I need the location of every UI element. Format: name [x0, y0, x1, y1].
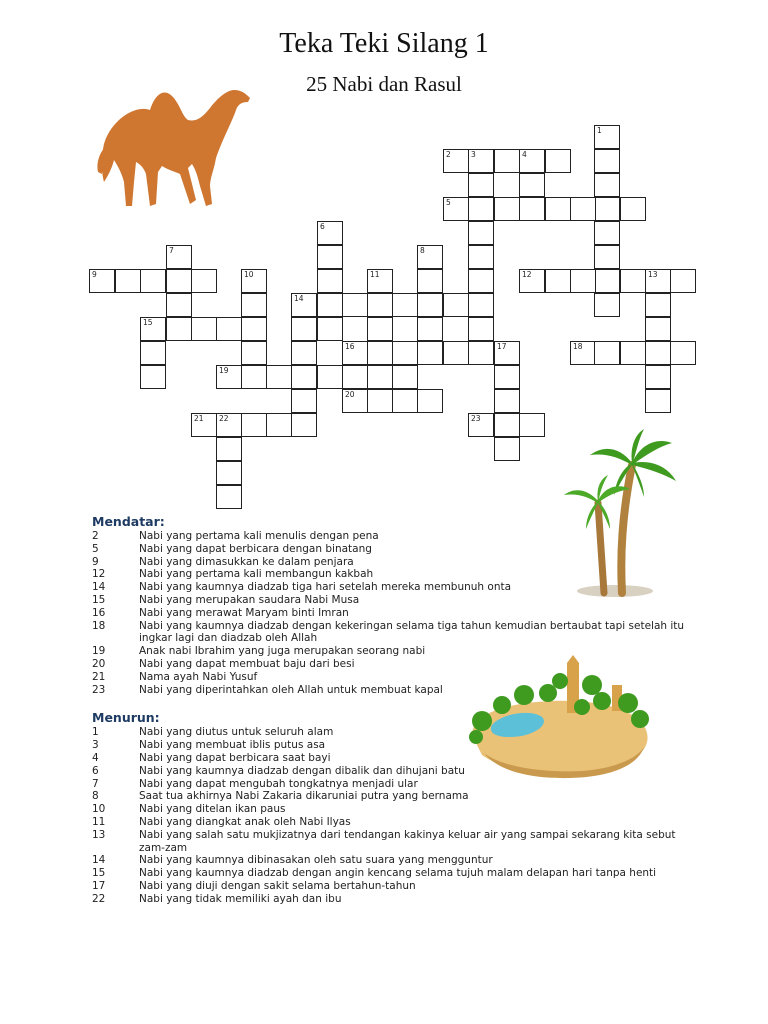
cell-number: 14: [294, 294, 304, 303]
crossword-cell[interactable]: [494, 389, 520, 413]
crossword-cell[interactable]: [392, 389, 418, 413]
cell-number: 18: [573, 342, 583, 351]
crossword-cell[interactable]: [494, 413, 520, 437]
clue-number: 4: [92, 751, 99, 764]
cell-number: 20: [345, 390, 355, 399]
crossword-cell[interactable]: [317, 293, 343, 317]
clue-text: Nabi yang ditelan ikan paus: [139, 803, 286, 816]
clue-number: 15: [92, 867, 106, 880]
crossword-cell[interactable]: [317, 317, 343, 341]
crossword-cell[interactable]: [216, 317, 242, 341]
down-clue: [92, 765, 692, 778]
down-clue: [92, 803, 692, 816]
crossword-cell[interactable]: [594, 173, 620, 197]
across-clue: [92, 568, 692, 581]
crossword-cell[interactable]: [594, 245, 620, 269]
crossword-cell[interactable]: [594, 293, 620, 317]
crossword-cell[interactable]: [494, 149, 520, 173]
clue-text: Nabi yang dapat membuat baju dari besi: [139, 657, 355, 670]
clue-number: 14: [92, 581, 106, 594]
down-clue: [92, 816, 692, 829]
clue-text: Nabi yang pertama kali membangun kakbah: [139, 568, 374, 581]
clue-text: Nabi yang dapat berbicara saat bayi: [139, 751, 331, 764]
cell-number: 12: [522, 270, 532, 279]
down-clue: [92, 739, 692, 752]
crossword-cell[interactable]: [417, 293, 443, 317]
cell-number: 11: [370, 270, 380, 279]
clue-number: 5: [92, 542, 99, 555]
cell-number: 9: [92, 270, 97, 279]
crossword-cell[interactable]: [620, 269, 646, 293]
crossword-cell[interactable]: [468, 221, 494, 245]
cell-number: 13: [648, 270, 658, 279]
across-clue-list: [92, 530, 692, 696]
crossword-cell[interactable]: [191, 269, 217, 293]
crossword-cell[interactable]: [241, 317, 267, 341]
clue-number: 16: [92, 606, 106, 619]
cell-number: 3: [471, 150, 476, 159]
across-clue: [92, 530, 692, 543]
clue-text: Saat tua akhirnya Nabi Zakaria dikaruniai putra yang bernama: [139, 790, 469, 803]
down-clue: [92, 752, 692, 765]
clue-text: Nabi yang dapat mengubah tongkatnya menjadi ular: [139, 777, 418, 790]
crossword-cell[interactable]: [216, 485, 242, 509]
clue-text: Nabi yang diuji dengan sakit selama bertahun-tahun: [139, 879, 416, 892]
crossword-cell[interactable]: [291, 365, 317, 389]
clue-text: Nabi yang pertama kali menulis dengan pena: [139, 530, 379, 542]
across-clue: [92, 556, 692, 569]
across-clue: [92, 684, 692, 697]
clue-number: 14: [92, 854, 106, 867]
crossword-cell[interactable]: [417, 317, 443, 341]
down-clue: [92, 867, 692, 880]
crossword-cell[interactable]: [594, 149, 620, 173]
crossword-cell[interactable]: [594, 197, 620, 221]
clue-number: 18: [92, 619, 106, 632]
crossword-cell[interactable]: [594, 341, 620, 365]
clue-text: Nabi yang kaumnya diadzab dengan kekeringan selama tiga tahun kemudian bertaubat tapi setelah itu ingkar lagi dan diadzab oleh Allah: [139, 619, 685, 645]
across-clue: [92, 658, 692, 671]
crossword-cell[interactable]: [570, 197, 596, 221]
crossword-cell[interactable]: [266, 365, 292, 389]
across-heading: Mendatar:: [92, 514, 165, 529]
crossword-cell[interactable]: [545, 269, 571, 293]
cell-number: 17: [497, 342, 507, 351]
across-clue: [92, 581, 692, 594]
across-clue: [92, 607, 692, 620]
cell-number: 16: [345, 342, 355, 351]
clue-number: 17: [92, 879, 106, 892]
clue-text: Nabi yang diangkat anak oleh Nabi Ilyas: [139, 815, 351, 828]
clue-section: [92, 514, 692, 906]
crossword-cell[interactable]: [468, 197, 494, 221]
crossword-cell[interactable]: [443, 293, 469, 317]
clue-text: Anak nabi Ibrahim yang juga merupakan seorang nabi: [139, 645, 426, 658]
page-title: Teka Teki Silang 1: [279, 28, 489, 59]
crossword-cell[interactable]: [140, 341, 166, 365]
clue-number: 1: [92, 726, 99, 739]
crossword-cell[interactable]: [367, 365, 393, 389]
crossword-cell[interactable]: [317, 365, 343, 389]
cell-number: 6: [320, 222, 325, 231]
cell-number: 8: [420, 246, 425, 255]
clue-text: Nabi yang kaumnya diadzab dengan dibalik dan dihujani batu: [139, 764, 465, 777]
clue-number: 7: [92, 777, 99, 790]
crossword-cell[interactable]: [620, 197, 646, 221]
clue-number: 3: [92, 739, 99, 752]
cell-number: 23: [471, 414, 481, 423]
crossword-cell[interactable]: [140, 365, 166, 389]
clue-text: Nama ayah Nabi Yusuf: [139, 670, 258, 683]
crossword-cell[interactable]: [216, 437, 242, 461]
crossword-cell[interactable]: [191, 317, 217, 341]
crossword-cell[interactable]: [367, 317, 393, 341]
crossword-cell[interactable]: [367, 293, 393, 317]
crossword-cell[interactable]: [468, 341, 494, 365]
crossword-cell[interactable]: [443, 341, 469, 365]
crossword-cell[interactable]: [594, 269, 620, 293]
crossword-cell[interactable]: [291, 389, 317, 413]
clue-text: Nabi yang diperintahkan oleh Allah untuk membuat kapal: [139, 683, 443, 696]
clue-number: 8: [92, 790, 99, 803]
clue-text: Nabi yang dimasukkan ke dalam penjara: [139, 555, 354, 568]
clue-number: 20: [92, 657, 106, 670]
clue-number: 23: [92, 683, 106, 696]
crossword-cell[interactable]: [494, 437, 520, 461]
crossword-cell[interactable]: [317, 269, 343, 293]
crossword-cell[interactable]: [417, 341, 443, 365]
crossword-cell[interactable]: [494, 365, 520, 389]
across-clue: [92, 594, 692, 607]
across-clue: [92, 620, 692, 646]
clue-number: 6: [92, 764, 99, 777]
clue-number: 10: [92, 803, 106, 816]
crossword-cell[interactable]: [645, 317, 671, 341]
crossword-cell[interactable]: [291, 341, 317, 365]
crossword-cell[interactable]: [645, 365, 671, 389]
crossword-cell[interactable]: [291, 317, 317, 341]
down-heading: Menurun:: [92, 710, 160, 726]
crossword-cell[interactable]: [115, 269, 141, 293]
crossword-cell[interactable]: [317, 245, 343, 269]
crossword-cell[interactable]: [266, 413, 292, 437]
crossword-cell[interactable]: [570, 269, 596, 293]
clue-text: Nabi yang kaumnya diadzab dengan angin kencang selama tujuh malam delapan hari tanpa henti: [139, 867, 657, 880]
cell-number: 2: [446, 150, 451, 159]
across-clue: [92, 543, 692, 556]
crossword-cell[interactable]: [241, 341, 267, 365]
clue-text: Nabi yang merawat Maryam binti Imran: [139, 606, 349, 619]
crossword-cell[interactable]: [367, 341, 393, 365]
crossword-cell[interactable]: [166, 269, 192, 293]
crossword-cell[interactable]: [519, 197, 545, 221]
clue-text: Nabi yang merupakan saudara Nabi Musa: [139, 593, 360, 606]
crossword-cell[interactable]: [241, 293, 267, 317]
down-clue: [92, 790, 692, 803]
crossword-cell[interactable]: [468, 245, 494, 269]
crossword-cell[interactable]: [392, 341, 418, 365]
across-clue: [92, 671, 692, 684]
crossword-cell[interactable]: [620, 341, 646, 365]
crossword-cell[interactable]: [342, 365, 368, 389]
clue-number: 13: [92, 828, 106, 841]
clue-number: 2: [92, 530, 99, 542]
across-clue: [92, 645, 692, 658]
crossword-cell[interactable]: [494, 197, 520, 221]
crossword-cell[interactable]: [468, 317, 494, 341]
cell-number: 5: [446, 198, 451, 207]
crossword-cell[interactable]: [519, 413, 545, 437]
clue-text: Nabi yang kaumnya dibinasakan oleh satu suara yang mengguntur: [139, 854, 493, 867]
crossword-cell[interactable]: [291, 413, 317, 437]
crossword-cell[interactable]: [392, 293, 418, 317]
down-clue: [92, 726, 692, 739]
clue-text: Nabi yang tidak memiliki ayah dan ibu: [139, 892, 342, 905]
clue-number: 21: [92, 670, 106, 683]
crossword-cell[interactable]: [367, 389, 393, 413]
crossword-cell[interactable]: [166, 317, 192, 341]
crossword-cell[interactable]: [392, 365, 418, 389]
clue-text: Nabi yang kaumnya diadzab tiga hari setelah mereka membunuh onta: [139, 581, 512, 594]
crossword-cell[interactable]: [519, 173, 545, 197]
crossword-cell[interactable]: [166, 293, 192, 317]
clue-number: 22: [92, 892, 106, 905]
cell-number: 10: [244, 270, 254, 279]
crossword-cell[interactable]: [545, 197, 571, 221]
crossword-cell[interactable]: [417, 269, 443, 293]
cell-number: 21: [194, 414, 204, 423]
cell-number: 7: [169, 246, 174, 255]
clue-number: 12: [92, 568, 106, 581]
crossword-cell[interactable]: [645, 389, 671, 413]
crossword-cell[interactable]: [645, 341, 671, 365]
crossword-cell[interactable]: [417, 389, 443, 413]
crossword-cell[interactable]: [216, 461, 242, 485]
crossword-cell[interactable]: [670, 341, 696, 365]
down-clue: [92, 880, 692, 893]
cell-number: 1: [597, 126, 602, 135]
crossword-cell[interactable]: [468, 173, 494, 197]
clue-number: 19: [92, 645, 106, 658]
cell-number: 19: [219, 366, 229, 375]
clue-text: Nabi yang salah satu mukjizatnya dari tendangan kakinya keluar air yang sampai sekarang kita sebut zam-zam: [139, 828, 676, 854]
down-clue: [92, 829, 692, 855]
crossword-cell[interactable]: [241, 365, 267, 389]
crossword-cell[interactable]: [545, 149, 571, 173]
clue-text: Nabi yang diutus untuk seluruh alam: [139, 726, 334, 739]
clue-text: Nabi yang membuat iblis putus asa: [139, 739, 326, 752]
crossword-cell[interactable]: [594, 221, 620, 245]
clue-number: 11: [92, 815, 106, 828]
cell-number: 15: [143, 318, 153, 327]
crossword-cell[interactable]: [468, 293, 494, 317]
clue-number: 9: [92, 555, 99, 568]
crossword-cell[interactable]: [645, 293, 671, 317]
clue-text: Nabi yang dapat berbicara dengan binatang: [139, 542, 372, 555]
crossword-cell[interactable]: [342, 293, 368, 317]
down-clue-list: [92, 726, 692, 905]
crossword-cell[interactable]: [468, 269, 494, 293]
down-clue: [92, 893, 692, 906]
crossword-cell[interactable]: [670, 269, 696, 293]
crossword-cell[interactable]: [241, 413, 267, 437]
down-clue: [92, 778, 692, 791]
clue-number: 15: [92, 593, 106, 606]
cell-number: 4: [522, 150, 527, 159]
crossword-cell[interactable]: [140, 269, 166, 293]
page-subtitle: 25 Nabi dan Rasul: [306, 72, 462, 96]
down-clue: [92, 854, 692, 867]
cell-number: 22: [219, 414, 229, 423]
